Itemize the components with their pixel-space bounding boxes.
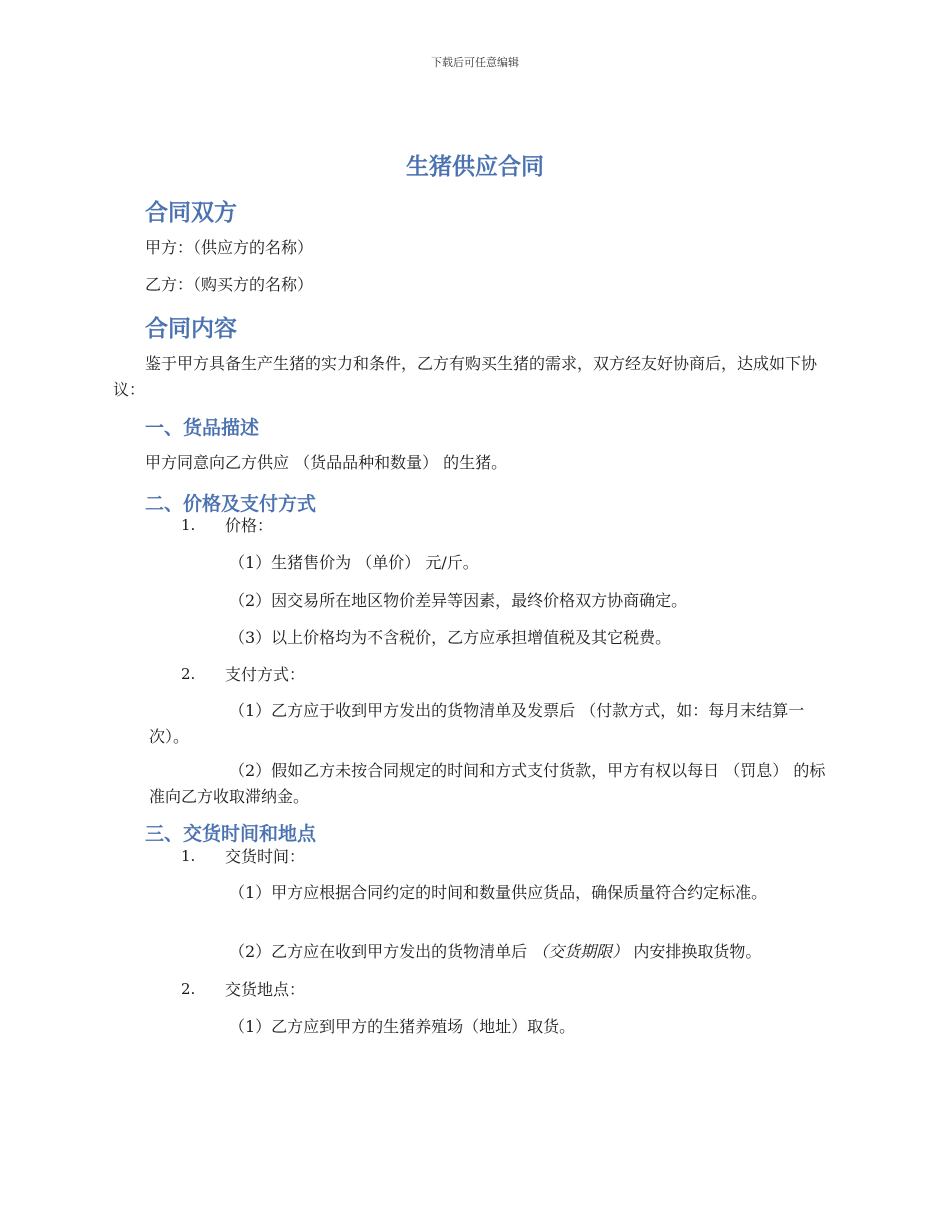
list-number: 2. <box>181 665 196 683</box>
delivery-time-item-2 <box>229 940 761 964</box>
heading-section-1: 一、货品描述 <box>145 417 260 439</box>
party-b: 乙方：（购买方的名称） <box>145 275 314 294</box>
delivery-place-label: 交货地点： <box>225 980 306 999</box>
payment-item-2: （2）假如乙方未按合同规定的时间和方式支付货款，甲方有权以每日 （罚息） 的标准向乙方收取滞纳金。 <box>149 761 826 806</box>
price-label: 价格： <box>225 516 274 535</box>
delivery-time-item-1: （1）甲方应根据合同约定的时间和数量供应货品，确保质量符合约定标准。 <box>229 883 768 902</box>
delivery-time-item-2-post: 内安排换取货物。 <box>628 942 762 961</box>
heading-section-3: 三、交货时间和地点 <box>145 823 317 845</box>
goods-description: 甲方同意向乙方供应 （货品品种和数量） 的生猪。 <box>145 453 508 472</box>
heading-parties: 合同双方 <box>145 200 237 226</box>
page-header: 下载后可任意编辑 <box>431 56 519 69</box>
heading-section-2: 二、价格及支付方式 <box>145 493 317 515</box>
price-item-1: （1）生猪售价为 （单价） 元/斤。 <box>229 553 479 572</box>
delivery-place-item-1: （1）乙方应到甲方的生猪养殖场（地址）取货。 <box>229 1017 576 1036</box>
delivery-deadline-placeholder: （交货期限） <box>532 942 629 961</box>
document-title: 生猪供应合同 <box>406 154 544 180</box>
delivery-time-label: 交货时间： <box>225 847 306 866</box>
list-number: 1. <box>181 847 196 865</box>
party-a: 甲方：（供应方的名称） <box>145 238 314 257</box>
list-number: 1. <box>181 516 196 534</box>
price-item-3: （3）以上价格均为不含税价，乙方应承担增值税及其它税费。 <box>229 628 672 647</box>
payment-label: 支付方式： <box>225 665 306 684</box>
price-item-2: （2）因交易所在地区物价差异等因素，最终价格双方协商确定。 <box>229 591 688 610</box>
intro-paragraph: 鉴于甲方具备生产生猪的实力和条件，乙方有购买生猪的需求，双方经友好协商后，达成如下协议： <box>113 354 818 399</box>
list-number: 2. <box>181 980 196 998</box>
heading-content: 合同内容 <box>145 316 237 342</box>
payment-item-1: （1）乙方应于收到甲方发出的货物清单及发票后 （付款方式，如：每月末结算一次）。 <box>149 701 805 746</box>
delivery-time-item-2-pre: （2）乙方应在收到甲方发出的货物清单后 <box>229 942 533 961</box>
